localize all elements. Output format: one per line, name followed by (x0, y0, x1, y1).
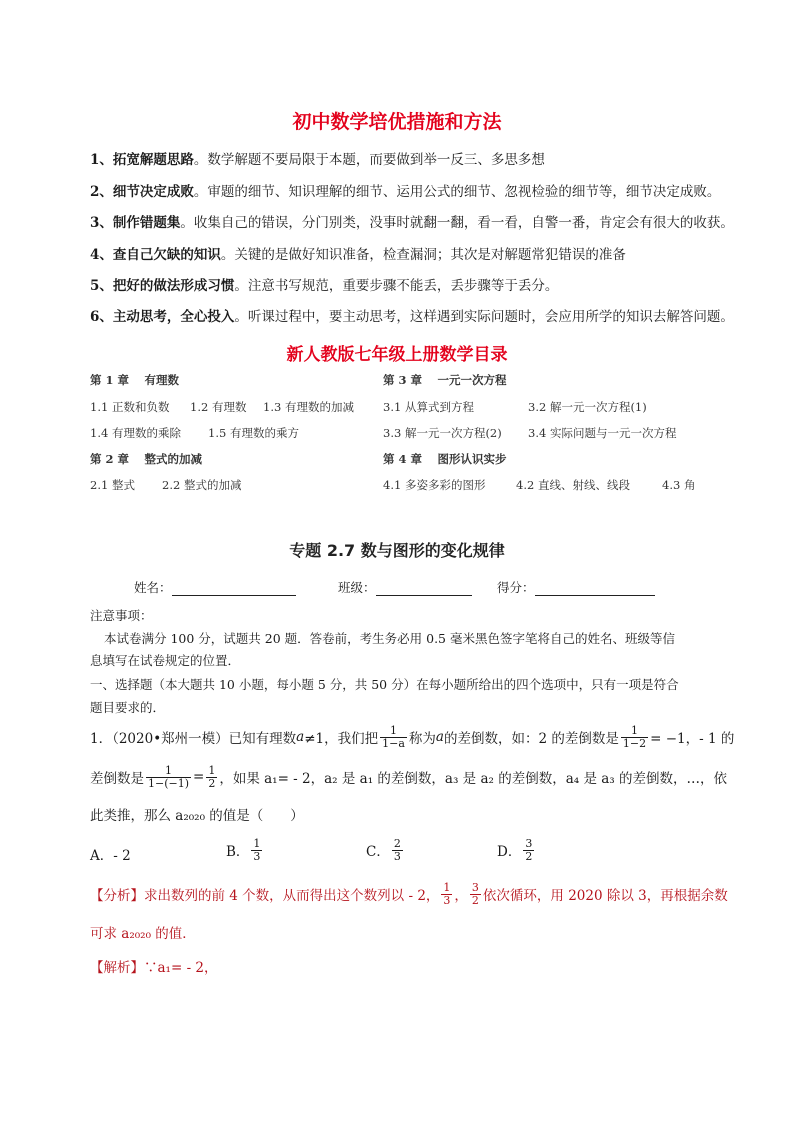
option-a[interactable]: A．- 2 (90, 848, 131, 864)
question-1-line-3: 此类推，那么 a₂₀₂₀ 的值是（ ） (90, 808, 304, 824)
tip-item (90, 274, 558, 294)
toc-item: 1.1 正数和负数 (90, 400, 170, 414)
solution-line-1: 【解析】∵a₁= - 2， (90, 960, 218, 976)
toc-item: 1.4 有理数的乘除 (90, 426, 181, 440)
tip-item (90, 305, 734, 325)
analysis-line-2: 可求 a₂₀₂₀ 的值． (90, 926, 196, 942)
tip-heading: 主动思考，全心投入 (112, 309, 235, 325)
tip-item (90, 148, 545, 168)
section-heading: 题目要求的． (90, 700, 166, 715)
toc-ch2-title: 第 2 章 整式的加减 (90, 452, 203, 466)
score-label: 得分： (497, 580, 535, 595)
toc-item: 2.2 整式的加减 (162, 478, 242, 492)
tip-item (90, 243, 626, 263)
section-heading: 一、选择题（本大题共 10 小题，每小题 5 分，共 50 分）在每小题所给出的四个选项中，只有一项是符合 (90, 677, 679, 692)
analysis-line-1: 【分析】求出数列的前 4 个数，从而得出这个数列以 - 2， $\frac{1}{3}$ ， $\frac{3}{2}$ 依次循环，用 2020 除以 3，再根据余数 (90, 880, 728, 907)
toc-item: 3.4 实际问题与一元一次方程 (528, 426, 677, 440)
toc-title: 新人教版七年级上册数学目录 (286, 345, 508, 365)
toc-item: 1.3 有理数的加减 (263, 400, 354, 414)
notice-line: 息填写在试卷规定的位置． (90, 653, 241, 668)
score-blank[interactable] (535, 581, 655, 596)
tip-number: 4、 (90, 247, 113, 263)
page-title: 初中数学培优措施和方法 (292, 111, 502, 133)
tip-body: 。收集自己的错误，分门别类，没事时就翻一翻，看一看，自警一番，肯定会有很大的收获。 (180, 215, 734, 231)
toc-item: 4.3 角 (662, 478, 696, 492)
tip-body: 。注意书写规范，重要步骤不能丢，丢步骤等于丢分。 (234, 278, 559, 294)
tip-item (90, 211, 734, 231)
tip-body: 。关键的是做好知识准备，检查漏洞；其次是对解题常犯错误的准备 (220, 247, 626, 263)
tip-number: 1、 (90, 152, 113, 168)
tip-number: 2、 (90, 184, 113, 200)
class-blank[interactable] (376, 581, 472, 596)
name-blank[interactable] (172, 581, 296, 596)
toc-item: 3.3 解一元一次方程(2) (383, 426, 502, 440)
question-1-line-1: 1．（2020•郑州一模）已知有理数 a ≠1，我们把 $\frac{1}{1-a}$ 称为 a 的差倒数，如：2 的差倒数是 $\frac{1}{1-2}$ = −1，- 1 的 (90, 723, 735, 750)
class-label: 班级： (338, 580, 376, 595)
toc-ch3-title: 第 3 章 一元一次方程 (383, 373, 507, 387)
tip-heading: 拓宽解题思路 (112, 152, 194, 168)
tip-body: 。审题的细节、知识理解的细节、运用公式的细节、忽视检验的细节等，细节决定成败。 (193, 184, 721, 200)
tip-number: 3、 (90, 215, 113, 231)
name-field[interactable] (134, 578, 296, 596)
class-field[interactable] (338, 578, 472, 596)
question-1-line-2: 差倒数是 $\frac{1}{1-(-1)}$ = $\frac{1}{2}$ ，如果 a₁= - 2，a₂ 是 a₁ 的差倒数，a₃ 是 a₂ 的差倒数，a₄ 是 a₃ 的差倒数，…，依 (90, 763, 728, 790)
toc-item: 1.5 有理数的乘方 (208, 426, 299, 440)
tip-heading: 把好的做法形成习惯 (112, 278, 235, 294)
fraction: $\frac{1}{1-2}$ (622, 723, 647, 750)
notice-heading: 注意事项： (90, 608, 153, 623)
option-c[interactable]: C． $\frac{2}{3}$ (366, 836, 401, 863)
toc-ch1-title: 第 1 章 有理数 (90, 373, 180, 387)
tip-heading: 制作错题集 (112, 215, 181, 231)
tip-number: 5、 (90, 278, 113, 294)
tip-heading: 查自己欠缺的知识 (112, 247, 221, 263)
toc-item: 2.1 整式 (90, 478, 135, 492)
option-d[interactable]: D． $\frac{3}{2}$ (497, 836, 533, 863)
tip-number: 6、 (90, 309, 113, 325)
toc-item: 4.1 多姿多彩的图形 (383, 478, 486, 492)
name-label: 姓名： (134, 580, 172, 595)
fraction: $\frac{1}{1-a}$ (382, 723, 405, 750)
toc-ch4-title: 第 4 章 图形认识实步 (383, 452, 507, 466)
tip-body: 。听课过程中，要主动思考，这样遇到实际问题时，会应用所学的知识去解答问题。 (234, 309, 734, 325)
score-field[interactable] (497, 578, 655, 596)
toc-item: 3.1 从算式到方程 (383, 400, 474, 414)
fraction: $\frac{1}{1-(-1)}$ (148, 763, 190, 790)
toc-item: 4.2 直线、射线、线段 (516, 478, 630, 492)
tip-body: 。数学解题不要局限于本题，而要做到举一反三、多思多想 (193, 152, 545, 168)
option-b[interactable]: B． $\frac{1}{3}$ (226, 836, 261, 863)
tip-item (90, 180, 720, 200)
topic-title: 专题 2.7 数与图形的变化规律 (289, 541, 505, 560)
notice-line: 本试卷满分 100 分，试题共 20 题．答卷前，考生务必用 0.5 毫米黑色签字笔将自己的姓名、班级等信 (104, 631, 675, 646)
fraction: $\frac{1}{2}$ (208, 763, 216, 790)
toc-item: 3.2 解一元一次方程(1) (528, 400, 647, 414)
tip-heading: 细节决定成败 (112, 184, 194, 200)
toc-item: 1.2 有理数 (190, 400, 247, 414)
